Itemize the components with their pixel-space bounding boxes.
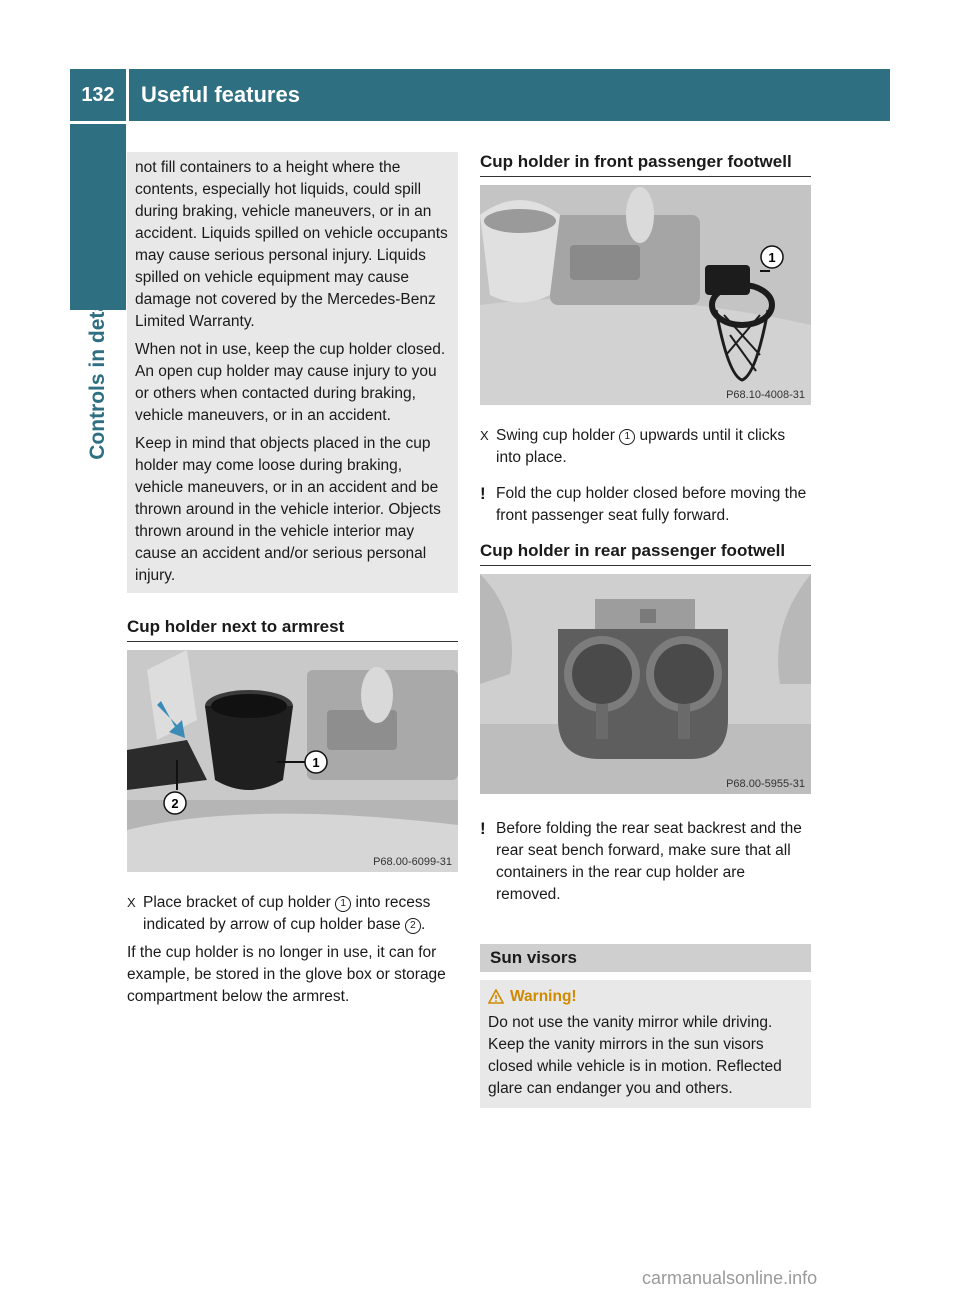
step-marker: X [480, 428, 489, 443]
callout-ref-1: 1 [619, 429, 635, 445]
rear-footwell-photo [480, 574, 811, 794]
step-item: X Place bracket of cup holder 1 into recess indicated by arrow of cup holder base 2 . [127, 894, 431, 933]
note-item: ! Fold the cup holder closed before moving the front passenger seat fully forward. [480, 484, 807, 524]
section-heading-armrest: Cup holder next to armrest [127, 617, 458, 642]
left-column [127, 152, 458, 1008]
note-marker: ! [480, 819, 486, 838]
section-heading-rear-footwell: Cup holder in rear passenger footwell [480, 541, 811, 566]
step-item: X Swing cup holder 1 upwards until it clicks into place. [480, 427, 786, 466]
warning-box [480, 980, 811, 1108]
body-paragraph: If the cup holder is no longer in use, it can for example, be stored in the glove box or storage compartment below the armrest. [127, 944, 446, 1005]
front-footwell-photo [480, 185, 811, 405]
step-marker: X [127, 895, 136, 910]
right-column [480, 152, 811, 1108]
figure-armrest-cup-holder [127, 650, 458, 872]
warning-paragraph: Keep in mind that objects placed in the cup holder may come loose during braking, vehicle maneuvers, or in an accident and be thrown around in the vehicle interior. Objects thrown around in the vehicle interior may cause an accident and/or serious personal injury. [135, 435, 441, 584]
warning-box [127, 152, 458, 593]
side-tab-block [70, 124, 126, 310]
figure-code: P68.00-5955-31 [726, 778, 805, 790]
callout-1-label: 1 [768, 250, 776, 265]
warning-paragraph: When not in use, keep the cup holder closed. An open cup holder may cause injury to you or others when contacted during braking, vehicle maneuvers, or in an accident. [135, 341, 446, 424]
warning-triangle-icon [488, 989, 504, 1005]
armrest-photo [127, 650, 458, 872]
side-tab-label: Controls in detail [86, 288, 109, 460]
figure-rear-footwell [480, 574, 811, 794]
watermark: carmanualsonline.info [642, 1268, 818, 1288]
section-heading-front-footwell: Cup holder in front passenger footwell [480, 152, 811, 177]
warning-title: Warning! [488, 986, 803, 1008]
warning-paragraph: not fill containers to a height where the contents, especially hot liquids, could spill during braking, vehicle maneuvers, or in an accident. Liquids spilled on vehicle occupants may cause serious personal injury. Liquids spilled on vehicle equipment may cause damage not covered by the Mercedes-Benz Limited Warranty. [135, 159, 448, 330]
note-item: ! Before folding the rear seat backrest and the rear seat bench forward, make sure that all containers in the rear cup holder are removed. [480, 819, 802, 903]
callout-ref-1: 1 [335, 896, 351, 912]
callout-2-label: 2 [171, 796, 179, 811]
callout-1-label: 1 [312, 755, 320, 770]
note-marker: ! [480, 484, 486, 503]
callout-ref-2: 2 [405, 918, 421, 934]
figure-front-footwell [480, 185, 811, 405]
page-number: 132 [70, 69, 126, 121]
page-title: Useful features [129, 69, 890, 121]
figure-code: P68.10-4008-31 [726, 389, 805, 401]
warning-text: Do not use the vanity mirror while driving. Keep the vanity mirrors in the sun visors closed while vehicle is in motion. Reflected glare can endanger you and others. [488, 1014, 782, 1097]
section-bar-sun-visors: Sun visors [480, 944, 811, 972]
figure-code: P68.00-6099-31 [373, 856, 452, 868]
